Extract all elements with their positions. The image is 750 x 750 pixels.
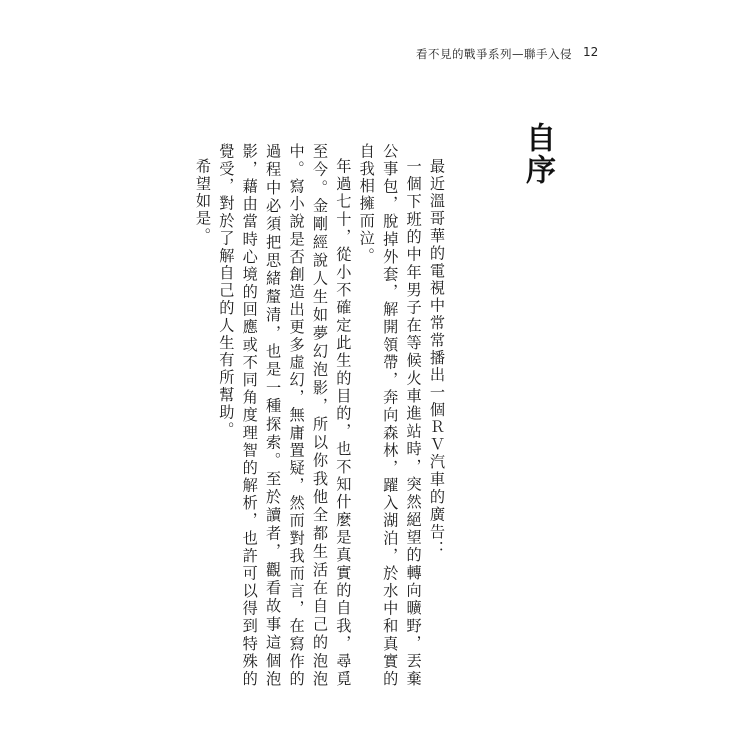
preface-body — [191, 143, 448, 688]
page-number: 12 — [583, 45, 599, 59]
paragraph: 年過七十，從小不確定此生的目的，也不知什麼是真實的自我，尋覓至今。金剛經說人生如夢幻泡影，所以你我他全都生活在自己的泡泡中。寫小說是否創造出更多虛幻，無庸置疑，然而對我而言，在寫作的過程中必須把思緒釐清，也是一種探索。至於讀者，觀看故事這個泡影，藉由當時心境的回應或不同角度理智的解析，也許可以得到特殊的覺受，對於了解自己的人生有所幫助。 — [217, 143, 353, 688]
chapter-title: 自序 — [520, 122, 555, 186]
running-title: 看不見的戰爭系列—聯手入侵 — [416, 47, 572, 61]
paragraph: 希望如是。 — [193, 158, 212, 246]
paragraph: 最近溫哥華的電視中常常播出一個ＲＶ汽車的廣告： — [428, 158, 446, 559]
paragraph: 一個下班的中年男子在等候火車進站時，突然絕望的轉向曠野，丟棄公事包，脫掉外套，解開領帶，奔向森林，躍入湖泊，於水中和真實的自我相擁而泣。 — [357, 143, 423, 688]
